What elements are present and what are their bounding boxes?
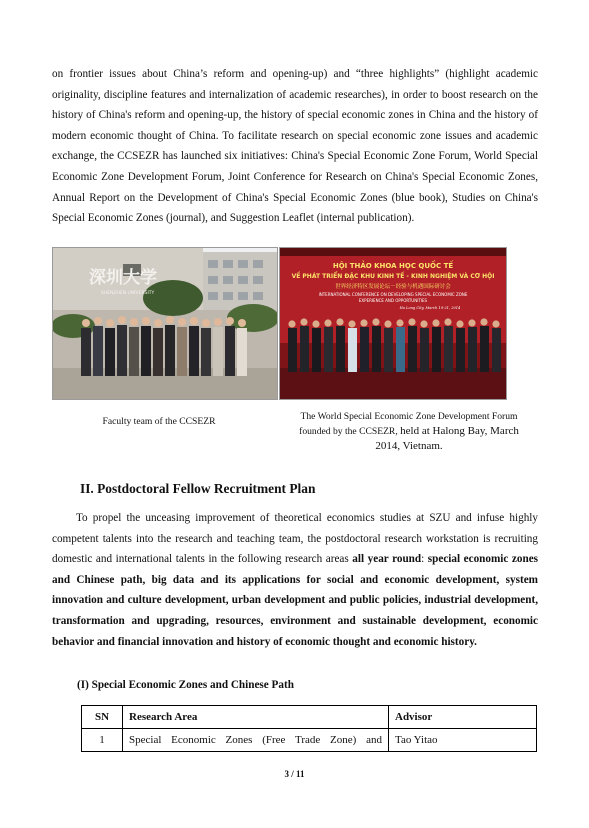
conference-photo xyxy=(279,247,507,400)
faculty-photo-caption: Faculty team of the CCSEZR xyxy=(102,416,216,427)
building-sign-en: SHENZHEN UNIVERSITY xyxy=(101,291,155,296)
intro-paragraph: on frontier issues about China’s reform and opening-up) and “three highlights” (highlight academic originality, discipline features and internalization of academic researches), in order to boost research on the history of China's reform and opening-up, the history of special economic zones in China and the history of modern economic thought of China. To facilitate research on special economic zone issues and academic exchange, the CCSEZR has launched six initiatives: China's Special Economic Zone Forum, World Special Economic Zone Development Forum, Joint Conference for Research on China's Special Economic Zones, Annual Report on the Development of China's Special Economic Zones (blue book), Studies on China's Special Economic Zones (journal), and Suggestion Leaflet (internal publication). xyxy=(52,68,538,225)
page-number: 3 / 11 xyxy=(284,769,305,779)
cell-advisor: Tao Yitao xyxy=(389,729,537,752)
table-header-row xyxy=(82,706,537,729)
header-advisor: Advisor xyxy=(389,706,537,729)
caption-small-part: The World Special Economic Zone Development Forum founded by the CCSEZR, xyxy=(299,411,518,437)
banner-line-5: EXPERIENCE AND OPPORTUNITIES xyxy=(358,298,428,303)
cell-research-area: Special Economic Zones (Free Trade Zone) and xyxy=(123,729,389,752)
banner-line-4: INTERNATIONAL CONFERENCE ON DEVELOPING SPECIAL ECONOMIC ZONE xyxy=(318,292,468,297)
recruit-all-year-round: all year round xyxy=(352,553,422,566)
conference-photo-caption xyxy=(293,409,525,454)
banner-line-2: VỀ PHÁT TRIỂN ĐẶC KHU KINH TẾ - KINH NGHIỆM VÀ CƠ HỘI xyxy=(291,273,495,280)
banner-line-1: HỘI THẢO KHOA HỌC QUỐC TẾ xyxy=(332,262,454,270)
building-sign: 深圳大学 xyxy=(89,268,157,288)
section-heading: II. Postdoctoral Fellow Recruitment Plan xyxy=(80,481,316,496)
header-sn: SN xyxy=(82,706,123,729)
header-research-area: Research Area xyxy=(123,706,389,729)
caption-large-part: held at Halong Bay, March 2014, Vietnam. xyxy=(375,425,519,452)
faculty-team-photo xyxy=(52,247,278,400)
cell-sn: 1 xyxy=(82,729,123,752)
recruit-research-areas: special economic zones and Chinese path, big data and its applications for social and economic development, system innovation and culture development, urban development and public policies, industrial development, transformation and upgrading, resources, environment and sustainable development, economic behavior and financial innovation and history of economic thought and economic history. xyxy=(52,553,539,648)
banner-line-6: Ha Long City, March 19-21, 2014 xyxy=(399,306,461,310)
table-row xyxy=(82,729,537,752)
recruit-paragraph xyxy=(52,508,538,652)
research-area-table xyxy=(81,705,537,752)
banner-line-3: 世界经济特区发展论坛－经验与机遇国际研讨会 xyxy=(335,284,451,290)
recruit-lead-text: To propel the unceasing improvement of theoretical economics studies at SZU and infuse highly competent talents into the research and teaching team, the postdoctoral research workstation is recruiting domestic and international talents in the following research areas xyxy=(52,512,538,566)
subsection-heading: (I) Special Economic Zones and Chinese Path xyxy=(77,679,294,691)
recruit-colon: : xyxy=(421,553,428,566)
